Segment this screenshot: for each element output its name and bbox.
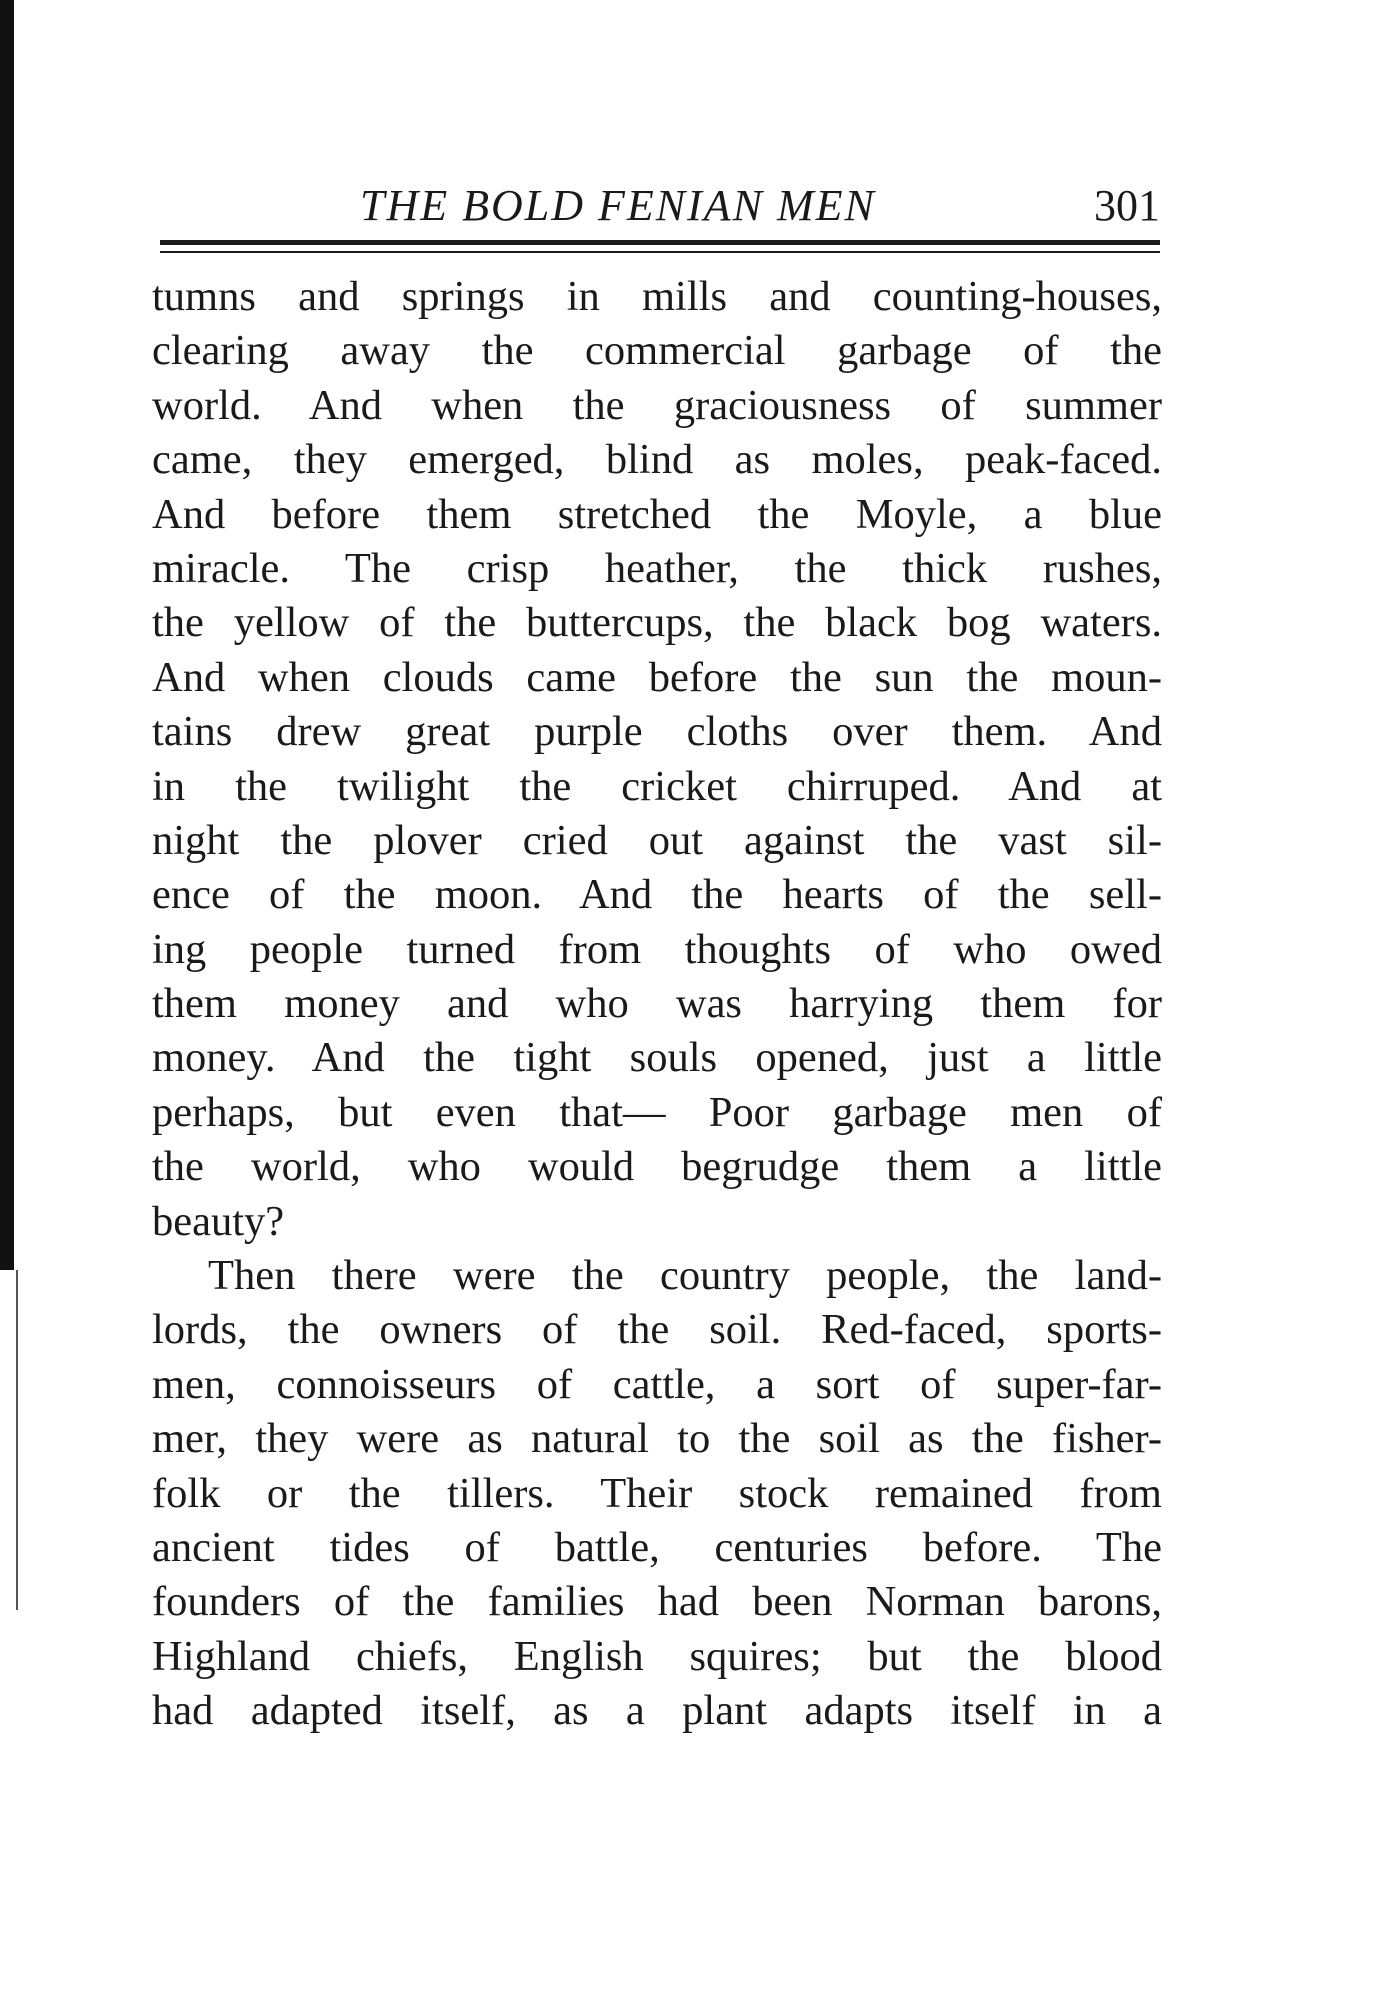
text-line: Highland chiefs, English squires; but the blood bbox=[152, 1632, 1162, 1680]
text-line: tains drew great purple cloths over them. And bbox=[152, 708, 1162, 756]
text-line: men, connoisseurs of cattle, a sort of super-far- bbox=[152, 1360, 1162, 1408]
text-line: miracle. The crisp heather, the thick rushes, bbox=[152, 544, 1162, 592]
text-line: came, they emerged, blind as moles, peak-faced. bbox=[152, 436, 1162, 484]
text-line: money. And the tight souls opened, just a little bbox=[152, 1034, 1162, 1082]
text-line: the yellow of the buttercups, the black bog waters. bbox=[152, 599, 1162, 647]
text-line: ence of the moon. And the hearts of the sell- bbox=[152, 871, 1162, 919]
page-number: 301 bbox=[1094, 181, 1160, 230]
page-binding-edge-thin bbox=[16, 1270, 18, 1610]
running-title: THE BOLD FENIAN MEN bbox=[360, 181, 876, 230]
text-line: lords, the owners of the soil. Red-faced, sports- bbox=[152, 1306, 1162, 1354]
text-line: them money and who was harrying them for bbox=[152, 980, 1162, 1028]
paragraph-start-line: Then there were the country people, the land- bbox=[208, 1252, 1162, 1300]
text-line: founders of the families had been Norman barons, bbox=[152, 1578, 1162, 1626]
text-line: the world, who would begrudge them a little bbox=[152, 1143, 1162, 1191]
text-line: And before them stretched the Moyle, a blue bbox=[152, 490, 1162, 538]
text-line: tumns and springs in mills and counting-houses, bbox=[152, 273, 1162, 320]
header-rule-thick bbox=[160, 240, 1160, 245]
paragraph-end-line: beauty? bbox=[152, 1197, 285, 1245]
text-line: had adapted itself, as a plant adapts itself in a bbox=[152, 1687, 1162, 1735]
text-line: in the twilight the cricket chirruped. And at bbox=[152, 762, 1162, 810]
page-header bbox=[160, 176, 1160, 236]
text-line: And when clouds came before the sun the moun- bbox=[152, 653, 1162, 701]
body-text bbox=[152, 270, 1162, 1739]
text-line: folk or the tillers. Their stock remained from bbox=[152, 1469, 1162, 1517]
text-line: ancient tides of battle, centuries before. The bbox=[152, 1523, 1162, 1571]
text-line: ing people turned from thoughts of who owed bbox=[152, 925, 1162, 973]
text-line: night the plover cried out against the vast sil- bbox=[152, 816, 1162, 864]
page-binding-edge bbox=[0, 0, 14, 1270]
text-line: mer, they were as natural to the soil as the fisher- bbox=[152, 1415, 1162, 1463]
text-line: world. And when the graciousness of summer bbox=[152, 381, 1162, 429]
header-rule-thin bbox=[160, 251, 1160, 253]
text-line: clearing away the commercial garbage of the bbox=[152, 327, 1162, 375]
text-line: perhaps, but even that— Poor garbage men of bbox=[152, 1088, 1162, 1136]
